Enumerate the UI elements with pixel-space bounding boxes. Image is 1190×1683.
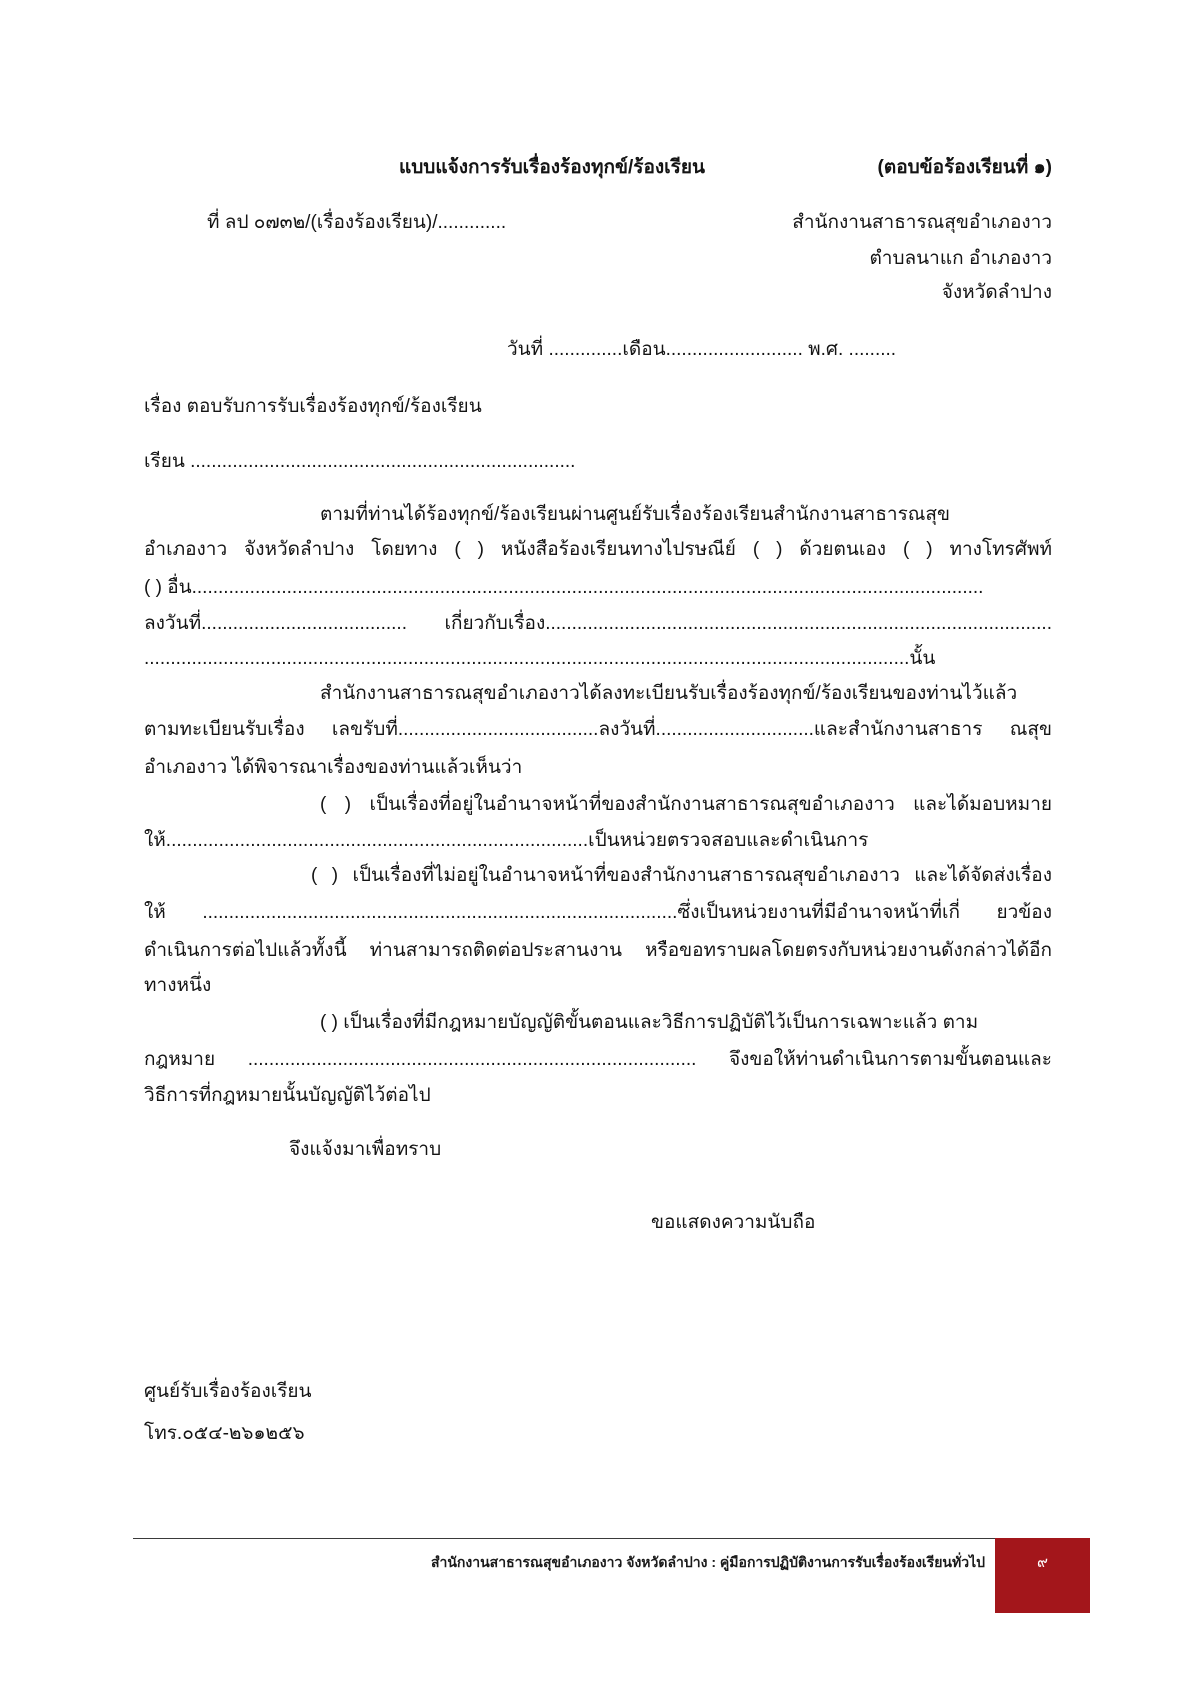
closing-regards: ขอแสดงความนับถือ <box>651 1212 816 1233</box>
body-line: ดำเนินการต่อไปแล้วทั้งนี้ ท่านสามารถติดต่อประสานงาน หรือขอทราบผลโดยตรงกับหน่วยงานดังกล่าวได้อีก <box>144 940 1052 961</box>
body-line: อำเภองาว จังหวัดลำปาง โดยทาง ( ) หนังสือร้องเรียนทางไปรษณีย์ ( ) ด้วยตนเอง ( ) ทางโทรศัพท์ <box>144 539 1052 560</box>
office-subdistrict: ตำบลนาแก อำเภองาว <box>869 248 1052 269</box>
contact-center: ศูนย์รับเรื่องร้องเรียน <box>144 1381 312 1402</box>
body-line: ให้................................................................................เป็นหน่วยตรวจสอบและดำเนินการ <box>144 830 869 851</box>
salutation-line: เรียน ......................................................................... <box>144 451 576 472</box>
office-province: จังหวัดลำปาง <box>941 282 1052 303</box>
reply-label: (ตอบข้อร้องเรียนที่ ๑) <box>877 157 1052 178</box>
body-line: ลงวันที่....................................... เกี่ยวกับเรื่อง................................................................................................ <box>144 613 1052 634</box>
footer-caption: สำนักงานสาธารณสุขอำเภองาว จังหวัดลำปาง : คู่มือการปฏิบัติงานการรับเรื่องร้องเรียนทั่วไป <box>430 1554 985 1570</box>
body-line: วิธีการที่กฎหมายนั้นบัญญัติไว้ต่อไป <box>144 1085 431 1106</box>
body-line: กฎหมาย ..................................................................................... จึงขอให้ท่านดำเนินการตามขั้นตอนและ <box>144 1049 1052 1070</box>
body-line: ให้ ..........................................................................................ซึ่งเป็นหน่วยงานที่มีอำนาจหน้าที่เกี่ ยวข้อง <box>144 902 1052 923</box>
date-line: วันที่ ..............เดือน.......................... พ.ศ. ......... <box>507 339 897 360</box>
form-title: แบบแจ้งการรับเรื่องร้องทุกข์/ร้องเรียน <box>399 157 705 178</box>
body-line: อำเภองาว ได้พิจารณาเรื่องของท่านแล้วเห็นว่า <box>144 757 523 778</box>
office-name: สำนักงานสาธารณสุขอำเภองาว <box>792 212 1052 233</box>
subject-line: เรื่อง ตอบรับการรับเรื่องร้องทุกข์/ร้องเรียน <box>144 396 482 417</box>
body-line: ตามที่ท่านได้ร้องทุกข์/ร้องเรียนผ่านศูนย์รับเรื่องร้องเรียนสำนักงานสาธารณสุข <box>320 504 951 525</box>
page-number-badge <box>995 1538 1090 1613</box>
option-not-in-authority: ( ) เป็นเรื่องที่ไม่อยู่ในอำนาจหน้าที่ของสำนักงานสาธารณสุขอำเภองาว และได้จัดส่งเรื่อง <box>311 865 1052 886</box>
body-line: ( ) อื่น...................................................................................................................................................... <box>144 577 984 598</box>
option-legal-procedure: ( ) เป็นเรื่องที่มีกฎหมายบัญญัติขั้นตอนและวิธีการปฏิบัติไว้เป็นการเฉพาะแล้ว ตาม <box>320 1012 979 1033</box>
page-number: ๙ <box>1037 1554 1048 1571</box>
footer-divider <box>133 1538 995 1539</box>
option-in-authority: ( ) เป็นเรื่องที่อยู่ในอำนาจหน้าที่ของสำนักงานสาธารณสุขอำเภองาว และได้มอบหมาย <box>320 794 1052 815</box>
body-line: .................................................................................................................................................นั้น <box>144 648 936 669</box>
reference-number: ที่ ลป ๐๗๓๒/(เรื่องร้องเรียน)/............. <box>207 212 507 233</box>
closing-notice: จึงแจ้งมาเพื่อทราบ <box>289 1139 442 1160</box>
body-line: สำนักงานสาธารณสุขอำเภองาวได้ลงทะเบียนรับเรื่องร้องทุกข์/ร้องเรียนของท่านไว้แล้ว <box>320 683 1018 704</box>
body-line: ทางหนึ่ง <box>144 975 212 996</box>
body-line: ตามทะเบียนรับเรื่อง เลขรับที่......................................ลงวันที่..............................และสำนักงานสาธาร ณสุข <box>144 719 1052 740</box>
contact-phone: โทร.๐๕๔-๒๖๑๒๕๖ <box>144 1423 305 1444</box>
